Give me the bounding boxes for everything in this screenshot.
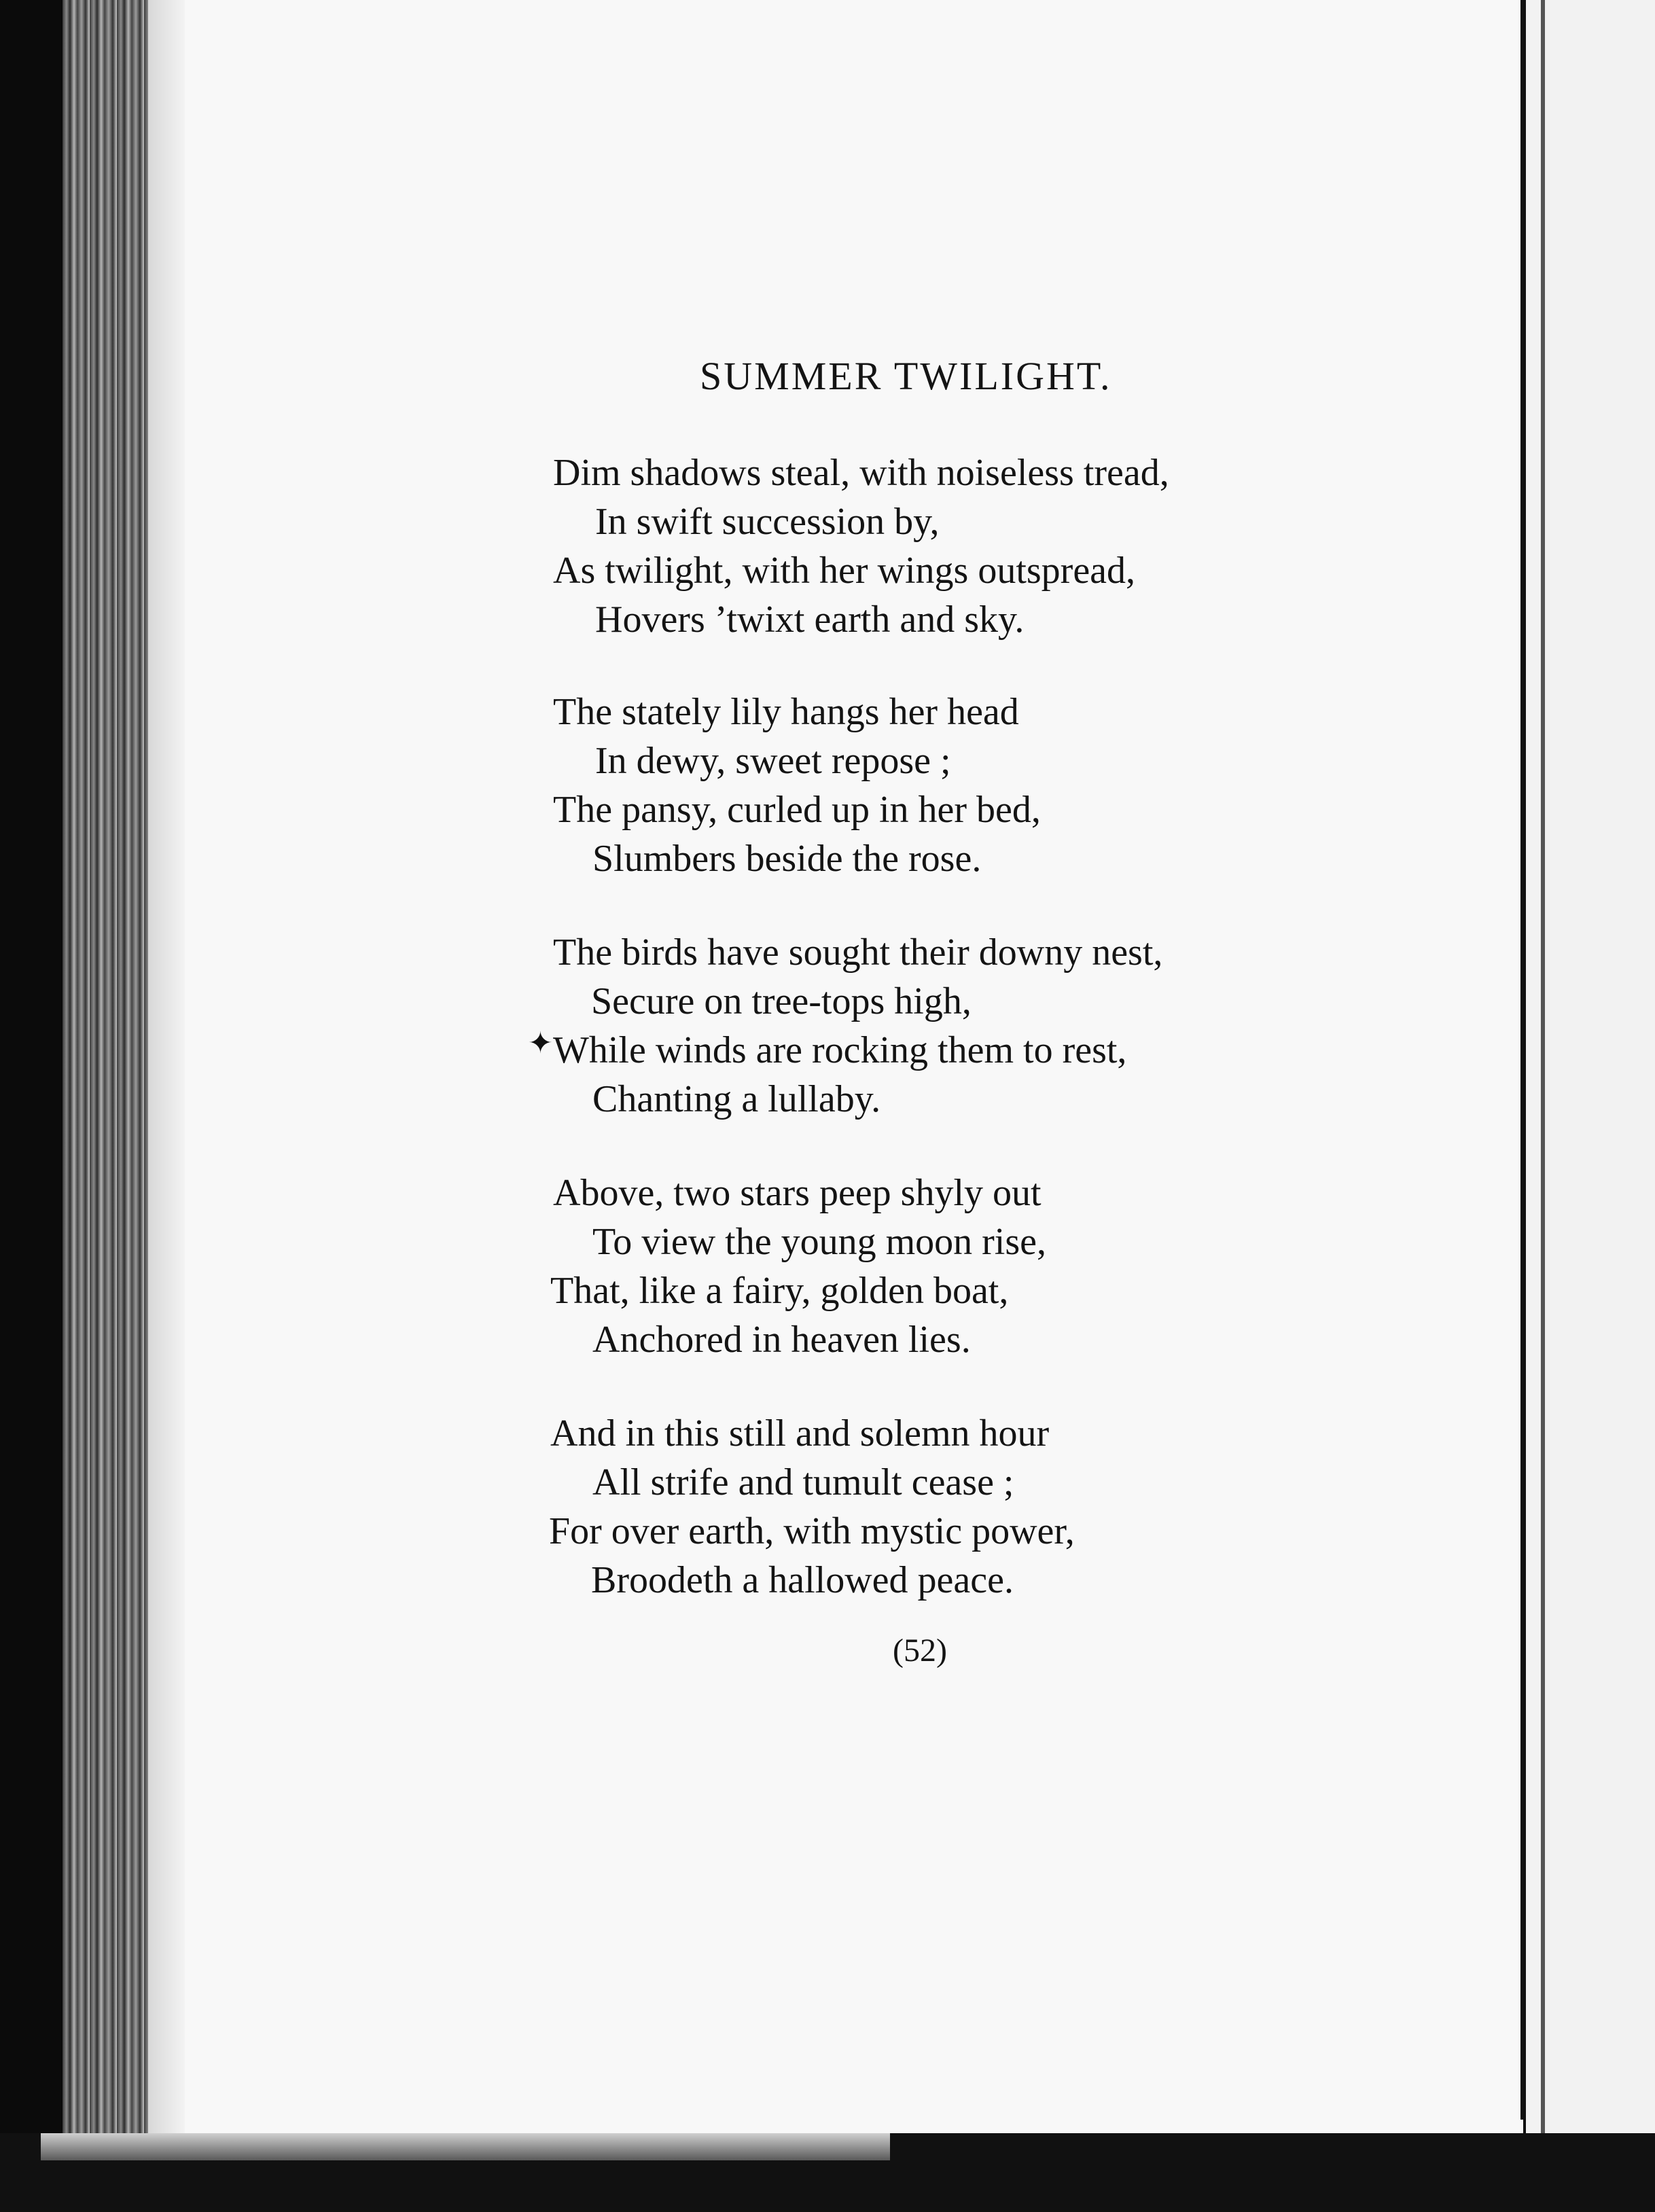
page-number: (52) — [893, 1633, 947, 1669]
poem-line: While winds are rocking them to rest, — [553, 1029, 1127, 1071]
poem-line: In dewy, sweet repose ; — [595, 740, 951, 782]
poem-line: For over earth, with mystic power, — [549, 1510, 1075, 1552]
poem-line: Slumbers beside the rose. — [592, 838, 982, 880]
poem-line: Anchored in heaven lies. — [592, 1319, 971, 1361]
poem-line: The stately lily hangs her head — [553, 691, 1019, 733]
poem-line: In swift succession by, — [595, 501, 940, 543]
poem-line: That, like a fairy, golden boat, — [550, 1270, 1009, 1312]
poem-title: SUMMER TWILIGHT. — [700, 354, 1112, 398]
poem-line: The birds have sought their downy nest, — [553, 931, 1163, 974]
poem-line: To view the young moon rise, — [592, 1221, 1046, 1263]
poem-line: Secure on tree-tops high, — [591, 980, 972, 1022]
poem-line: All strife and tumult cease ; — [592, 1461, 1014, 1503]
poem-line: Above, two stars peep shyly out — [553, 1172, 1042, 1214]
poem-line: As twilight, with her wings outspread, — [553, 550, 1136, 592]
ink-speck: ✦ — [528, 1026, 553, 1060]
poem-line: Chanting a lullaby. — [592, 1078, 881, 1120]
poem-line: The pansy, curled up in her bed, — [553, 789, 1041, 831]
poem-line: Dim shadows steal, with noiseless tread, — [553, 452, 1169, 494]
poem-line: Broodeth a hallowed peace. — [591, 1559, 1014, 1601]
poem-line: And in this still and solemn hour — [550, 1412, 1050, 1455]
poem-line: Hovers ’twixt earth and sky. — [595, 599, 1025, 641]
